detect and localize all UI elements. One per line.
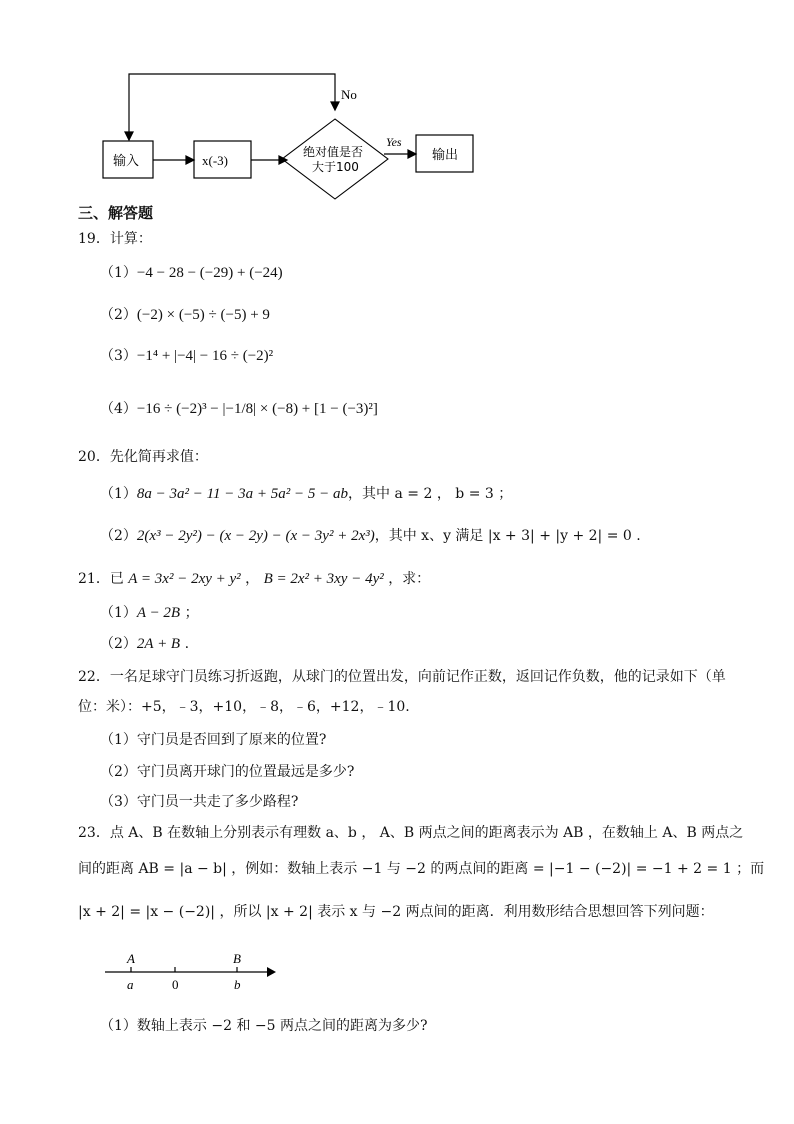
- q19-item-2: （2）(−2) × (−5) ÷ (−5) + 9: [100, 307, 270, 323]
- number-line-arrowhead: [267, 967, 276, 977]
- cond-label-2: 大于100: [312, 160, 359, 174]
- q19-item-4: （4）−16 ÷ (−2)³ − |−1/8| × (−8) + [1 − (−3)²]: [100, 401, 378, 417]
- q22-line-2: 位：米）：+5，﹣3，+10，﹣8，﹣6，+12，﹣10.: [78, 699, 410, 715]
- point-B-label: B: [233, 951, 241, 966]
- q22-item-3: （3）守门员一共走了多少路程?: [100, 794, 299, 810]
- q22-item-1: （1）守门员是否回到了原来的位置?: [100, 732, 327, 748]
- loop-line: [129, 74, 335, 138]
- q20-item-1: （1）8a − 3a² − 11 − 3a + 5a² − 5 − ab，其中 a = 2 ， b = 3 ；: [100, 486, 513, 502]
- tick-b-label: b: [234, 977, 241, 992]
- q21-head: 21．已 A = 3x² − 2xy + y² ， B = 2x² + 3xy − 4y² ，求：: [78, 571, 431, 587]
- output-label: 输出: [432, 148, 459, 163]
- q19-item-3: （3）−1⁴ + |−4| − 16 ÷ (−2)²: [100, 348, 274, 364]
- flowchart: [0, 0, 794, 200]
- q22-item-2: （2）守门员离开球门的位置最远是多少?: [100, 764, 355, 780]
- q23-line-3: |x + 2| = |x − (−2)| ，所以 |x + 2| 表示 x 与 −2 两点间的距离．利用数形结合思想回答下列问题：: [78, 904, 714, 920]
- number-line: [95, 945, 285, 995]
- q22-line-1: 22．一名足球守门员练习折返跑，从球门的位置出发，向前记作正数，返回记作负数，他的记录如下（单: [78, 669, 726, 685]
- cond-diamond: [282, 119, 388, 199]
- q21-item-2: （2）2A + B .: [100, 636, 190, 652]
- tick-a-label: a: [127, 977, 134, 992]
- no-label: No: [341, 87, 357, 102]
- op-label: x(-3): [202, 153, 228, 168]
- q23-line-1: 23．点 A、B 在数轴上分别表示有理数 a、b ， A、B 两点之间的距离表示为 AB ，在数轴上 A、B 两点之: [78, 825, 744, 841]
- loop-arrowhead: [125, 132, 133, 140]
- q23-item-1: （1）数轴上表示 −2 和 −5 两点之间的距离为多少?: [100, 1018, 428, 1034]
- q19-head: 19．计算：: [78, 231, 152, 247]
- tick-zero-label: 0: [172, 977, 179, 992]
- q20-item-2: （2）2(x³ − 2y²) − (x − 2y) − (x − 3y² + 2x³)，其中 x、y 满足 |x + 3| + |y + 2| = 0 .: [100, 528, 641, 544]
- cond-label-1: 绝对值是否: [303, 145, 364, 159]
- q20-head: 20．先化简再求值：: [78, 449, 208, 465]
- point-A-label: A: [127, 951, 135, 966]
- section-heading: 三、解答题: [78, 204, 154, 222]
- q19-item-1: （1）−4 − 28 − (−29) + (−24): [100, 265, 283, 281]
- input-label: 输入: [113, 154, 140, 169]
- yes-label: Yes: [386, 135, 402, 149]
- q23-line-2: 间的距离 AB = |a − b| ，例如：数轴上表示 −1 与 −2 的两点间的距离 = |−1 − (−2)| = −1 + 2 = 1 ；而: [78, 861, 765, 877]
- no-arrowhead: [331, 102, 339, 110]
- q21-item-1: （1）A − 2B ；: [100, 605, 199, 621]
